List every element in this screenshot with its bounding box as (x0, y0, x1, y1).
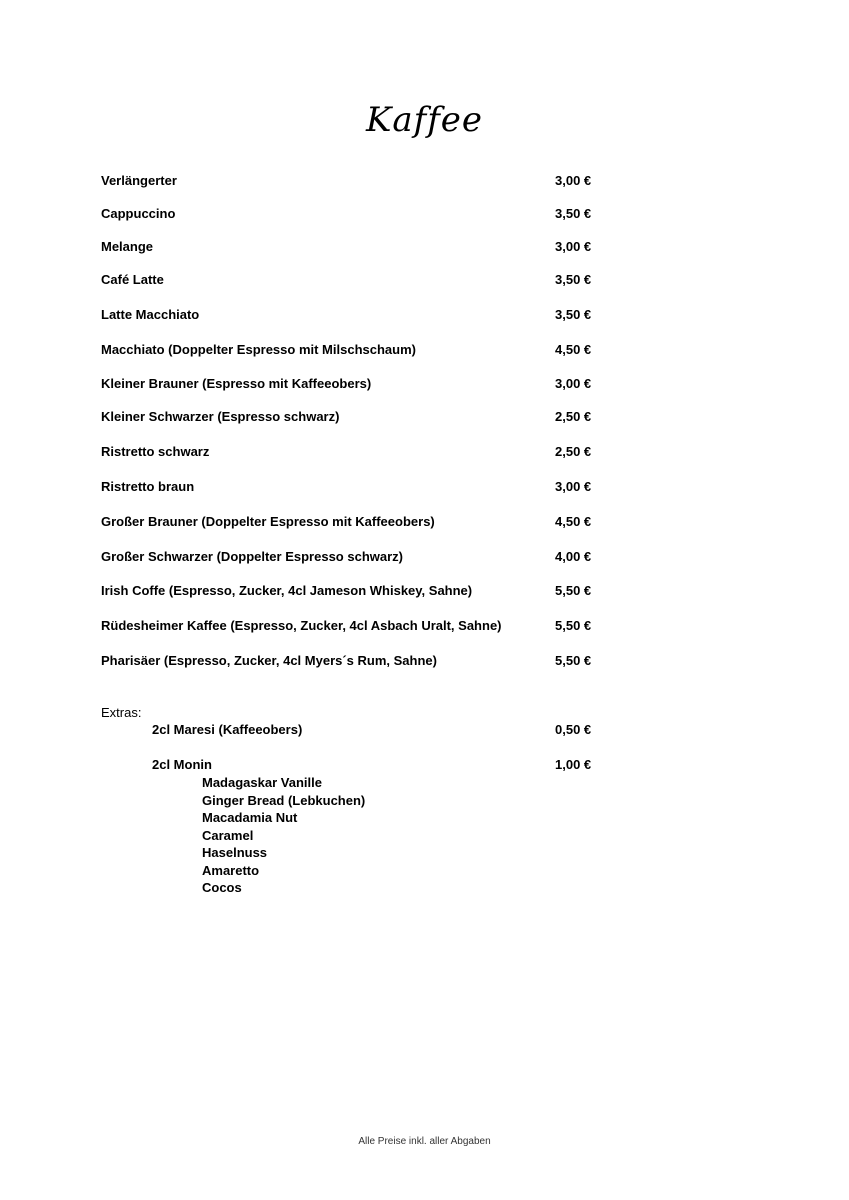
menu-item-price: 5,50 € (555, 583, 592, 598)
menu-item-price: 4,50 € (555, 342, 592, 357)
menu-item-price: 3,50 € (555, 206, 592, 221)
menu-item-price: 3,00 € (555, 239, 592, 254)
menu-item-name: Pharisäer (Espresso, Zucker, 4cl Myers´s Rum, Sahne) (101, 653, 437, 668)
menu-item-price: 3,50 € (555, 272, 592, 287)
flavor-item: Cocos (202, 880, 242, 895)
menu-item-price: 4,50 € (555, 514, 592, 529)
menu-item-name: Irish Coffe (Espresso, Zucker, 4cl Jameson Whiskey, Sahne) (101, 583, 473, 598)
menu-item-price: 3,00 € (555, 173, 592, 188)
menu-item-price: 3,00 € (555, 479, 592, 494)
flavor-item: Macadamia Nut (202, 810, 298, 825)
menu-item-name: Rüdesheimer Kaffee (Espresso, Zucker, 4cl Asbach Uralt, Sahne) (101, 618, 502, 633)
flavor-item: Madagaskar Vanille (202, 775, 322, 790)
flavor-item: Caramel (202, 827, 254, 843)
menu-item-price: 2,50 € (555, 409, 592, 424)
menu-item-price: 4,00 € (555, 549, 592, 564)
menu-item-price: 2,50 € (555, 444, 592, 459)
menu-item-name: Melange (101, 239, 154, 254)
menu-item-price: 5,50 € (555, 618, 592, 633)
extra-item-name: 2cl Monin (152, 757, 212, 772)
menu-title: Kaffee (365, 100, 484, 140)
menu-item-name: Kleiner Brauner (Espresso mit Kaffeeobers) (101, 376, 372, 391)
menu-item-price: 3,50 € (555, 307, 592, 322)
menu-item-price: 3,00 € (555, 376, 592, 391)
flavor-item: Amaretto (202, 862, 260, 878)
menu-item-name: Café Latte (101, 272, 164, 287)
extra-item-price: 1,00 € (555, 757, 592, 772)
menu-item-name: Latte Macchiato (101, 307, 200, 322)
flavor-item: Ginger Bread (Lebkuchen) (202, 792, 366, 808)
menu-item-name: Cappuccino (101, 206, 176, 221)
menu-item-name: Macchiato (Doppelter Espresso mit Milschschaum) (101, 342, 416, 357)
menu-item-name: Verlängerter (101, 173, 177, 188)
flavor-item: Haselnuss (202, 845, 268, 860)
menu-item-name: Großer Brauner (Doppelter Espresso mit Kaffeeobers) (101, 514, 435, 529)
menu-item-name: Kleiner Schwarzer (Espresso schwarz) (101, 409, 340, 424)
menu-item-name: Großer Schwarzer (Doppelter Espresso schwarz) (101, 549, 403, 564)
menu-item-price: 5,50 € (555, 653, 592, 668)
footer-note: Alle Preise inkl. aller Abgaben (358, 1136, 491, 1147)
extras-label: Extras: (101, 705, 142, 720)
menu-item-name: Ristretto schwarz (101, 444, 210, 459)
extra-item-price: 0,50 € (555, 722, 592, 737)
extra-item-name: 2cl Maresi (Kaffeeobers) (152, 722, 303, 737)
menu-item-name: Ristretto braun (101, 479, 195, 494)
